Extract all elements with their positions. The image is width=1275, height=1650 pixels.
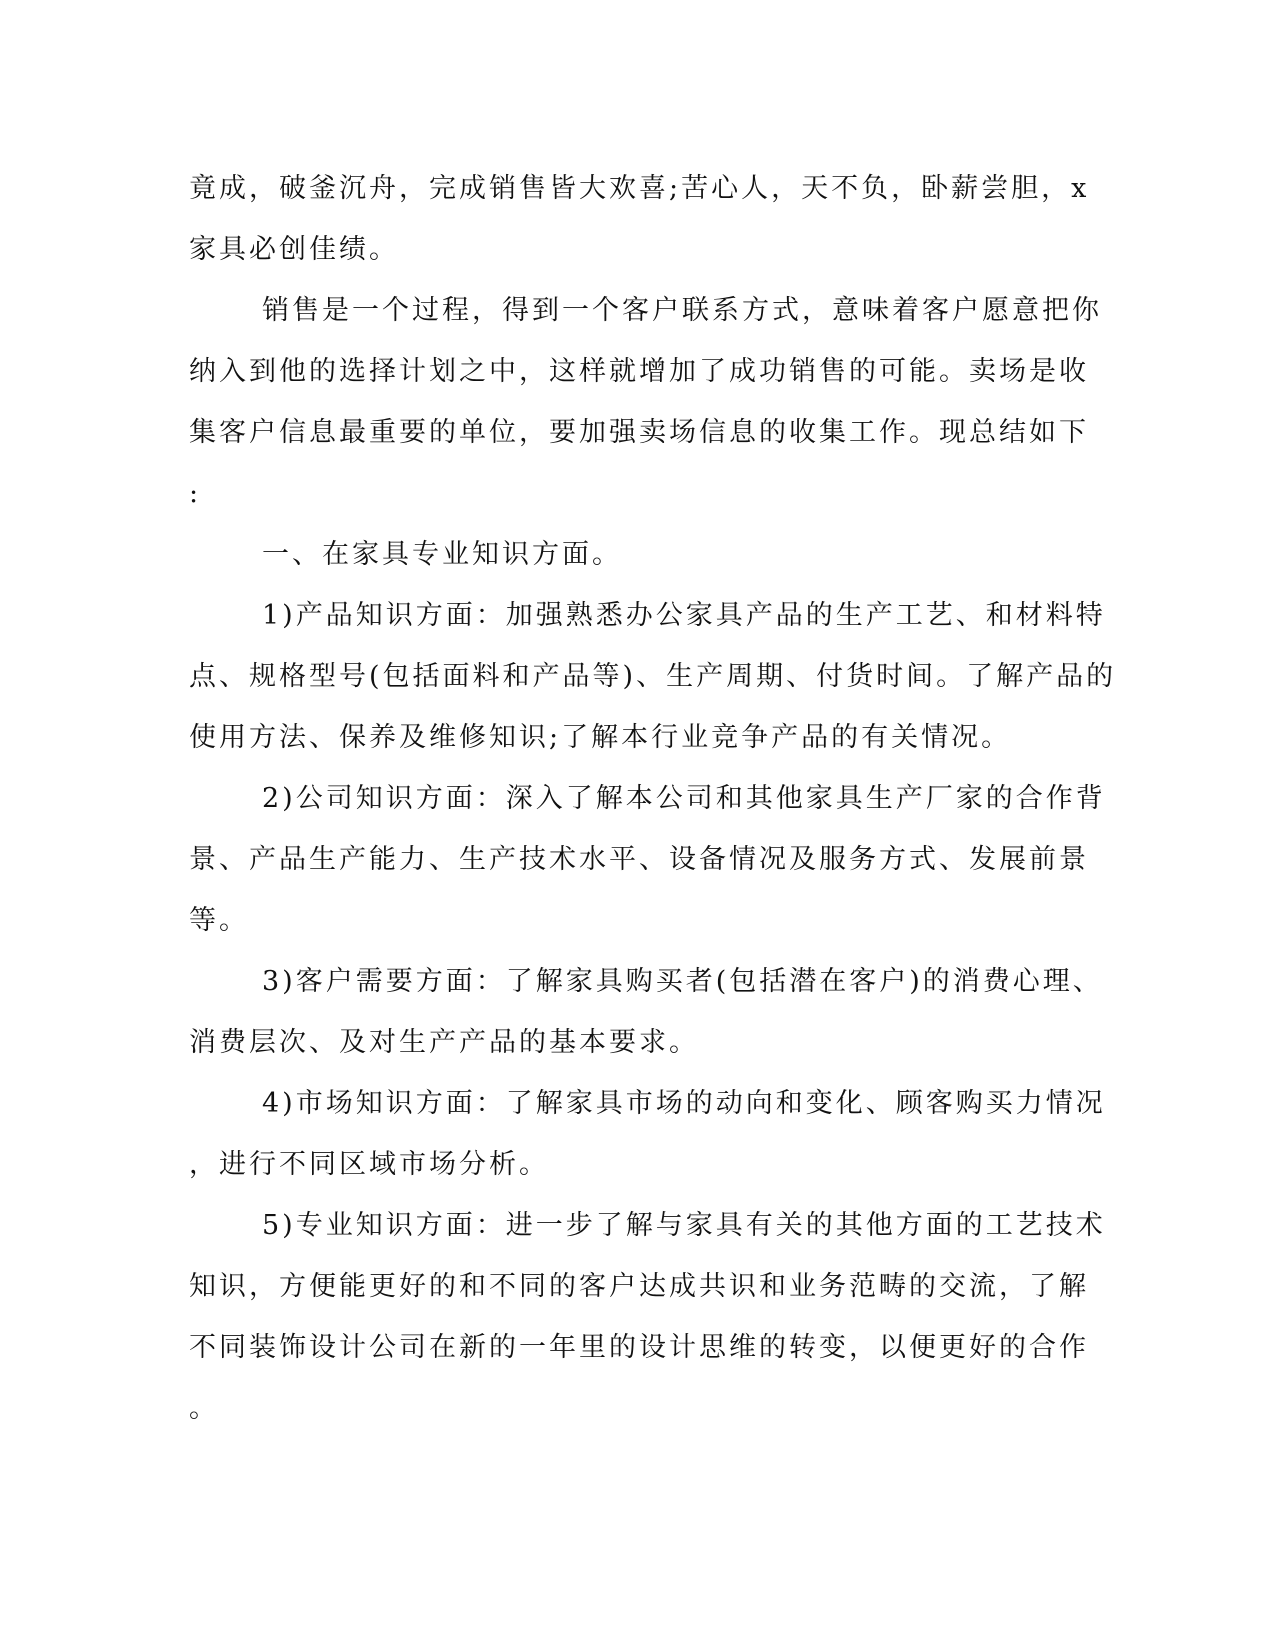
text-line: 1)产品知识方面：加强熟悉办公家具产品的生产工艺、和材料特 <box>262 600 1106 631</box>
text-line: 5)专业知识方面：进一步了解与家具有关的其他方面的工艺技术 <box>262 1210 1106 1241</box>
text-line: 4)市场知识方面：了解家具市场的动向和变化、顾客购买力情况 <box>262 1088 1106 1119</box>
text-line: 纳入到他的选择计划之中，这样就增加了成功销售的可能。卖场是收 <box>189 356 1089 387</box>
text-line: 2)公司知识方面：深入了解本公司和其他家具生产厂家的合作背 <box>262 783 1106 814</box>
text-line: 3)客户需要方面：了解家具购买者(包括潜在客户)的消费心理、 <box>262 966 1103 997</box>
text-line: 集客户信息最重要的单位，要加强卖场信息的收集工作。现总结如下 <box>189 417 1089 448</box>
text-line: 不同装饰设计公司在新的一年里的设计思维的转变，以便更好的合作 <box>189 1332 1089 1363</box>
text-line: ，进行不同区域市场分析。 <box>189 1149 549 1180</box>
text-line: 销售是一个过程，得到一个客户联系方式，意味着客户愿意把你 <box>262 295 1102 326</box>
body-text <box>189 158 1117 1439</box>
text-line: 。 <box>189 1393 219 1424</box>
section-heading: 一、在家具专业知识方面。 <box>262 539 622 570</box>
text-line: 点、规格型号(包括面料和产品等)、生产周期、付货时间。了解产品的 <box>189 661 1117 692</box>
text-line: 消费层次、及对生产产品的基本要求。 <box>189 1027 699 1058</box>
text-line: 家具必创佳绩。 <box>189 234 399 265</box>
text-line: 使用方法、保养及维修知识;了解本行业竞争产品的有关情况。 <box>189 722 1012 753</box>
text-line: 等。 <box>189 905 249 936</box>
text-line: 景、产品生产能力、生产技术水平、设备情况及服务方式、发展前景 <box>189 844 1089 875</box>
text-line: : <box>189 478 202 509</box>
text-line: 竟成，破釜沉舟，完成销售皆大欢喜;苦心人，天不负，卧薪尝胆，x <box>189 173 1090 204</box>
text-line: 知识，方便能更好的和不同的客户达成共识和业务范畴的交流，了解 <box>189 1271 1089 1302</box>
